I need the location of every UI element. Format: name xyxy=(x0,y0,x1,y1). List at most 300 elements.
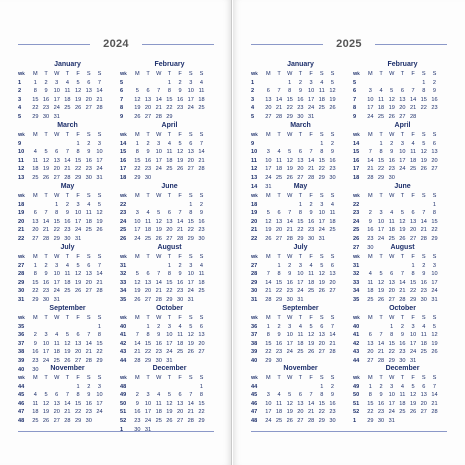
week-header: Wk xyxy=(353,193,360,198)
day-cell: 6 xyxy=(432,140,437,147)
day-cell: 24 xyxy=(377,235,385,242)
day-cell xyxy=(263,262,274,271)
day-header: S xyxy=(330,193,335,199)
day-cell: 4 xyxy=(146,210,150,217)
day-cell: 13 xyxy=(297,157,304,164)
day-cell xyxy=(284,201,295,210)
week-number: 14 xyxy=(353,140,360,147)
year-title: 2025 xyxy=(336,38,362,50)
month-grid xyxy=(120,253,207,305)
day-cell: 12 xyxy=(166,400,173,407)
day-cell: 23 xyxy=(297,105,304,112)
day-cell: 4 xyxy=(320,79,324,86)
month-grid xyxy=(251,314,338,366)
week-number: 22 xyxy=(251,235,258,242)
day-cell: 15 xyxy=(166,96,173,103)
day-cell xyxy=(143,262,154,271)
month-grid xyxy=(353,314,440,366)
day-cell: 15 xyxy=(144,340,152,347)
week-number: 6 xyxy=(120,88,124,95)
day-header: M xyxy=(135,254,140,260)
day-cell: 5 xyxy=(379,271,383,278)
week-number: 35 xyxy=(353,296,360,303)
week-number: 26 xyxy=(353,235,360,242)
day-header: T xyxy=(379,132,383,138)
day-cell: 23 xyxy=(144,166,152,173)
day-header: S xyxy=(97,193,102,199)
day-cell: 21 xyxy=(307,166,315,173)
day-cell: 12 xyxy=(399,218,406,225)
day-cell: 6 xyxy=(87,262,91,269)
day-cell: 4 xyxy=(157,392,161,399)
day-cell: 9 xyxy=(87,392,91,399)
day-cell: 28 xyxy=(155,296,162,303)
day-cell xyxy=(164,201,175,210)
day-cell: 10 xyxy=(318,210,325,217)
day-header: T xyxy=(379,375,383,381)
week-number: 40 xyxy=(251,357,258,364)
week-number: 31 xyxy=(353,262,360,269)
day-cell: 19 xyxy=(64,349,71,356)
day-cell: 1 xyxy=(33,262,37,269)
day-cell: 1 xyxy=(266,323,270,330)
day-cell: 1 xyxy=(167,79,171,86)
day-cell: 20 xyxy=(367,349,374,356)
day-cell: 21 xyxy=(155,288,162,295)
day-cell xyxy=(376,201,387,210)
day-cell: 12 xyxy=(265,218,272,225)
day-cell xyxy=(429,417,440,426)
week-number: 51 xyxy=(353,400,360,407)
day-cell: 24 xyxy=(187,288,194,295)
day-cell: 19 xyxy=(155,227,162,234)
day-cell: 3 xyxy=(97,383,102,390)
day-cell: 23 xyxy=(64,227,71,234)
week-number: 33 xyxy=(353,279,360,286)
day-cell: 21 xyxy=(420,227,427,234)
day-cell: 26 xyxy=(42,417,50,424)
week-number: 27 xyxy=(251,262,258,269)
day-header: T xyxy=(146,375,150,381)
month-title: May xyxy=(293,183,308,190)
day-cell: 18 xyxy=(388,227,395,234)
month-title: December xyxy=(385,365,420,372)
week-number: 39 xyxy=(18,357,25,364)
day-cell: 4 xyxy=(167,140,171,147)
day-cell: 3 xyxy=(167,323,171,330)
day-header: F xyxy=(309,254,313,260)
day-cell: 17 xyxy=(74,218,82,225)
day-cell: 30 xyxy=(134,426,141,433)
day-cell: 11 xyxy=(166,149,173,156)
day-cell: 18 xyxy=(318,96,325,103)
day-cell: 13 xyxy=(166,218,173,225)
day-header: F xyxy=(411,71,415,77)
week-number: 14 xyxy=(120,140,127,147)
day-header: F xyxy=(178,315,182,321)
day-cell: 4 xyxy=(298,323,302,330)
day-cell: 17 xyxy=(318,218,325,225)
month-grid xyxy=(353,253,440,305)
day-cell: 10 xyxy=(42,340,50,347)
day-cell: 8 xyxy=(368,392,372,399)
day-cell: 25 xyxy=(64,288,71,295)
week-number: 1 xyxy=(251,79,255,86)
week-number: 52 xyxy=(120,417,127,424)
month-grid xyxy=(251,374,338,426)
day-cell: 16 xyxy=(275,340,283,347)
day-cell: 21 xyxy=(399,288,406,295)
day-cell: 21 xyxy=(85,349,92,356)
day-cell: 10 xyxy=(307,88,315,95)
week-number: 22 xyxy=(353,201,360,208)
day-cell: 27 xyxy=(431,166,438,173)
day-cell: 4 xyxy=(33,392,37,399)
day-cell xyxy=(30,323,41,332)
month-grid xyxy=(18,192,105,244)
day-cell: 5 xyxy=(178,140,182,147)
day-cell: 18 xyxy=(32,409,39,416)
day-cell: 25 xyxy=(275,417,283,424)
day-cell xyxy=(132,201,143,210)
week-number: 44 xyxy=(120,357,127,364)
day-cell: 1 xyxy=(33,79,37,86)
day-cell: 18 xyxy=(275,409,283,416)
day-cell: 11 xyxy=(420,332,427,339)
day-cell: 15 xyxy=(32,279,39,286)
day-cell: 22 xyxy=(74,166,82,173)
day-cell: 4 xyxy=(178,323,182,330)
day-cell: 16 xyxy=(85,157,92,164)
day-cell: 27 xyxy=(53,174,60,181)
calendar-page-2024 xyxy=(0,0,232,465)
day-header: T xyxy=(400,132,405,138)
day-cell: 28 xyxy=(64,174,71,181)
day-cell: 31 xyxy=(307,113,315,120)
day-cell: 14 xyxy=(409,96,417,103)
day-cell: 26 xyxy=(96,227,103,234)
day-header: W xyxy=(389,132,395,138)
day-cell: 1 xyxy=(422,79,426,86)
divider-rule xyxy=(18,44,90,45)
day-header: T xyxy=(298,315,303,321)
day-cell: 8 xyxy=(288,88,292,95)
day-cell: 20 xyxy=(297,166,304,173)
week-number: 7 xyxy=(353,96,357,103)
week-number: 6 xyxy=(353,88,357,95)
day-header: M xyxy=(33,375,38,381)
day-cell: 20 xyxy=(297,409,304,416)
week-number: 24 xyxy=(120,218,127,225)
day-cell: 10 xyxy=(388,392,395,399)
day-header: S xyxy=(97,315,102,321)
week-number: 15 xyxy=(353,149,360,156)
day-cell: 8 xyxy=(298,210,302,217)
day-cell: 6 xyxy=(178,392,182,399)
day-cell: 6 xyxy=(422,383,426,390)
day-cell: 27 xyxy=(399,113,406,120)
day-cell: 6 xyxy=(277,210,281,217)
week-number: 19 xyxy=(18,210,25,217)
day-cell: 24 xyxy=(187,105,194,112)
day-cell: 7 xyxy=(65,392,69,399)
day-cell: 8 xyxy=(55,210,59,217)
month-title: April xyxy=(161,122,178,129)
day-header: T xyxy=(167,71,172,77)
week-number: 13 xyxy=(251,174,258,181)
day-cell: 25 xyxy=(155,417,162,424)
day-cell: 29 xyxy=(377,174,385,181)
day-cell: 20 xyxy=(53,166,60,173)
day-cell: 14 xyxy=(155,279,162,286)
day-cell xyxy=(263,201,274,210)
month-grid xyxy=(251,192,338,244)
day-cell: 17 xyxy=(286,340,293,347)
month-grid xyxy=(120,131,207,183)
day-cell xyxy=(365,323,376,332)
day-cell: 22 xyxy=(367,409,374,416)
day-cell: 11 xyxy=(378,96,384,103)
week-number: 43 xyxy=(120,349,127,356)
day-header: M xyxy=(266,254,271,260)
week-number: 46 xyxy=(251,400,258,407)
day-cell xyxy=(397,201,408,210)
day-cell: 29 xyxy=(166,113,173,120)
day-cell: 16 xyxy=(420,279,427,286)
day-header: S xyxy=(86,315,91,321)
day-header: M xyxy=(135,315,140,321)
day-cell: 23 xyxy=(286,288,293,295)
day-cell: 23 xyxy=(420,288,427,295)
day-header: S xyxy=(319,315,324,321)
day-cell: 10 xyxy=(409,332,417,339)
day-cell: 8 xyxy=(199,392,204,399)
day-cell: 16 xyxy=(134,409,141,416)
day-header: T xyxy=(146,132,150,138)
day-header: W xyxy=(389,375,395,381)
day-cell: 3 xyxy=(411,323,415,330)
day-cell: 25 xyxy=(32,417,39,424)
day-cell: 27 xyxy=(329,288,336,295)
day-cell: 17 xyxy=(42,349,50,356)
day-cell xyxy=(164,426,175,435)
day-cell: 17 xyxy=(53,96,60,103)
day-cell: 3 xyxy=(266,149,270,156)
day-cell: 22 xyxy=(96,349,103,356)
month-title: January xyxy=(54,61,81,68)
day-cell xyxy=(73,323,84,332)
day-header: M xyxy=(368,375,373,381)
day-cell: 27 xyxy=(144,113,152,120)
day-header: W xyxy=(156,132,162,138)
day-cell: 22 xyxy=(187,227,194,234)
month-grid xyxy=(120,192,207,244)
day-cell: 6 xyxy=(390,271,394,278)
day-cell: 21 xyxy=(187,409,194,416)
day-cell: 13 xyxy=(53,157,60,164)
day-cell: 21 xyxy=(377,349,385,356)
day-header: F xyxy=(178,193,182,199)
day-cell: 2 xyxy=(44,262,48,269)
day-cell xyxy=(83,323,94,332)
day-header: W xyxy=(287,315,293,321)
day-cell: 11 xyxy=(276,400,282,407)
day-cell: 27 xyxy=(166,235,173,242)
day-cell xyxy=(365,140,376,149)
day-cell: 28 xyxy=(85,357,92,364)
week-number: 4 xyxy=(18,105,22,112)
week-number: 9 xyxy=(251,140,255,147)
day-header: F xyxy=(411,132,415,138)
day-cell: 17 xyxy=(377,227,385,234)
day-cell: 3 xyxy=(55,79,59,86)
week-number: 25 xyxy=(120,227,127,234)
day-cell: 20 xyxy=(318,340,325,347)
day-header: T xyxy=(298,71,303,77)
day-cell: 4 xyxy=(277,149,281,156)
day-header: F xyxy=(411,315,415,321)
day-cell: 19 xyxy=(265,227,272,234)
day-cell xyxy=(408,79,419,88)
day-cell: 10 xyxy=(187,88,194,95)
day-header: S xyxy=(199,193,204,199)
day-cell: 5 xyxy=(135,88,139,95)
day-cell: 14 xyxy=(64,400,71,407)
day-header: S xyxy=(86,375,91,381)
day-cell: 21 xyxy=(134,349,141,356)
day-header: S xyxy=(421,375,426,381)
week-number: 45 xyxy=(251,392,258,399)
day-cell: 23 xyxy=(367,235,374,242)
day-cell xyxy=(306,140,317,149)
day-cell: 17 xyxy=(409,340,417,347)
day-header: T xyxy=(44,375,48,381)
day-cell: 26 xyxy=(431,349,438,356)
day-cell: 26 xyxy=(134,113,141,120)
day-header: W xyxy=(54,375,60,381)
day-cell: 7 xyxy=(97,262,102,269)
week-number: 1 xyxy=(120,426,124,433)
week-header: Wk xyxy=(251,254,258,259)
day-header: F xyxy=(76,193,80,199)
day-cell: 27 xyxy=(420,409,427,416)
day-cell: 2 xyxy=(199,201,204,208)
day-cell: 31 xyxy=(144,426,152,433)
day-cell: 6 xyxy=(400,88,404,95)
day-cell: 6 xyxy=(55,149,59,156)
day-cell: 11 xyxy=(410,149,416,156)
week-number: 4 xyxy=(251,105,255,112)
day-cell: 30 xyxy=(176,296,184,303)
week-number: 16 xyxy=(120,157,127,164)
day-cell: 3 xyxy=(55,262,59,269)
day-cell: 21 xyxy=(307,409,315,416)
day-cell: 30 xyxy=(42,296,50,303)
day-cell: 1 xyxy=(277,262,281,269)
week-number: 47 xyxy=(251,409,258,416)
week-number: 48 xyxy=(120,383,127,390)
day-cell: 12 xyxy=(187,332,194,339)
week-header: Wk xyxy=(18,71,25,76)
day-cell: 20 xyxy=(176,409,184,416)
day-cell xyxy=(274,201,285,210)
day-cell: 10 xyxy=(297,271,304,278)
day-cell: 13 xyxy=(198,332,205,339)
day-header: S xyxy=(432,193,437,199)
month-title: March xyxy=(57,122,78,129)
day-cell: 8 xyxy=(33,271,37,278)
day-header: F xyxy=(309,132,313,138)
day-cell: 3 xyxy=(320,201,324,208)
day-cell: 22 xyxy=(144,349,152,356)
day-cell xyxy=(164,383,175,392)
day-cell: 28 xyxy=(329,349,336,356)
week-number: 48 xyxy=(18,417,25,424)
day-cell: 20 xyxy=(166,227,173,234)
day-cell: 18 xyxy=(409,157,417,164)
week-header: Wk xyxy=(120,375,127,380)
day-cell: 16 xyxy=(431,96,438,103)
day-cell xyxy=(41,140,52,149)
day-cell: 27 xyxy=(74,357,82,364)
week-number: 27 xyxy=(18,262,25,269)
day-header: S xyxy=(188,71,193,77)
day-cell: 13 xyxy=(85,271,92,278)
day-cell: 1 xyxy=(432,201,437,208)
day-cell: 7 xyxy=(422,210,426,217)
day-cell: 12 xyxy=(329,88,336,95)
day-cell xyxy=(62,323,73,332)
week-number: 2 xyxy=(251,88,255,95)
week-number: 14 xyxy=(251,183,258,190)
day-cell: 1 xyxy=(146,323,150,330)
day-cell: 26 xyxy=(307,349,315,356)
day-cell: 21 xyxy=(431,400,438,407)
day-cell xyxy=(30,383,41,392)
day-cell: 7 xyxy=(411,88,415,95)
day-cell: 3 xyxy=(390,383,394,390)
month-grid xyxy=(353,374,440,426)
week-number: 30 xyxy=(18,288,25,295)
day-cell: 20 xyxy=(32,227,39,234)
day-cell: 16 xyxy=(399,340,406,347)
day-cell: 31 xyxy=(409,357,417,364)
day-cell: 16 xyxy=(377,400,385,407)
day-cell: 24 xyxy=(307,105,315,112)
day-cell: 12 xyxy=(134,279,141,286)
day-cell xyxy=(263,140,274,149)
week-number: 16 xyxy=(353,157,360,164)
day-cell: 8 xyxy=(320,392,324,399)
day-cell: 6 xyxy=(411,210,415,217)
day-header: T xyxy=(277,71,281,77)
day-cell: 15 xyxy=(409,279,417,286)
day-header: M xyxy=(266,315,271,321)
day-cell: 31 xyxy=(96,174,103,181)
day-cell: 8 xyxy=(135,149,139,156)
month-title: August xyxy=(390,244,415,251)
day-cell: 3 xyxy=(44,332,48,339)
day-cell: 4 xyxy=(65,79,69,86)
day-cell: 28 xyxy=(155,113,162,120)
day-cell: 4 xyxy=(379,88,383,95)
day-header: S xyxy=(188,132,193,138)
day-cell: 14 xyxy=(275,96,283,103)
day-cell: 23 xyxy=(329,409,336,416)
day-cell: 13 xyxy=(144,96,152,103)
day-cell: 26 xyxy=(286,417,293,424)
week-number: 37 xyxy=(251,332,258,339)
